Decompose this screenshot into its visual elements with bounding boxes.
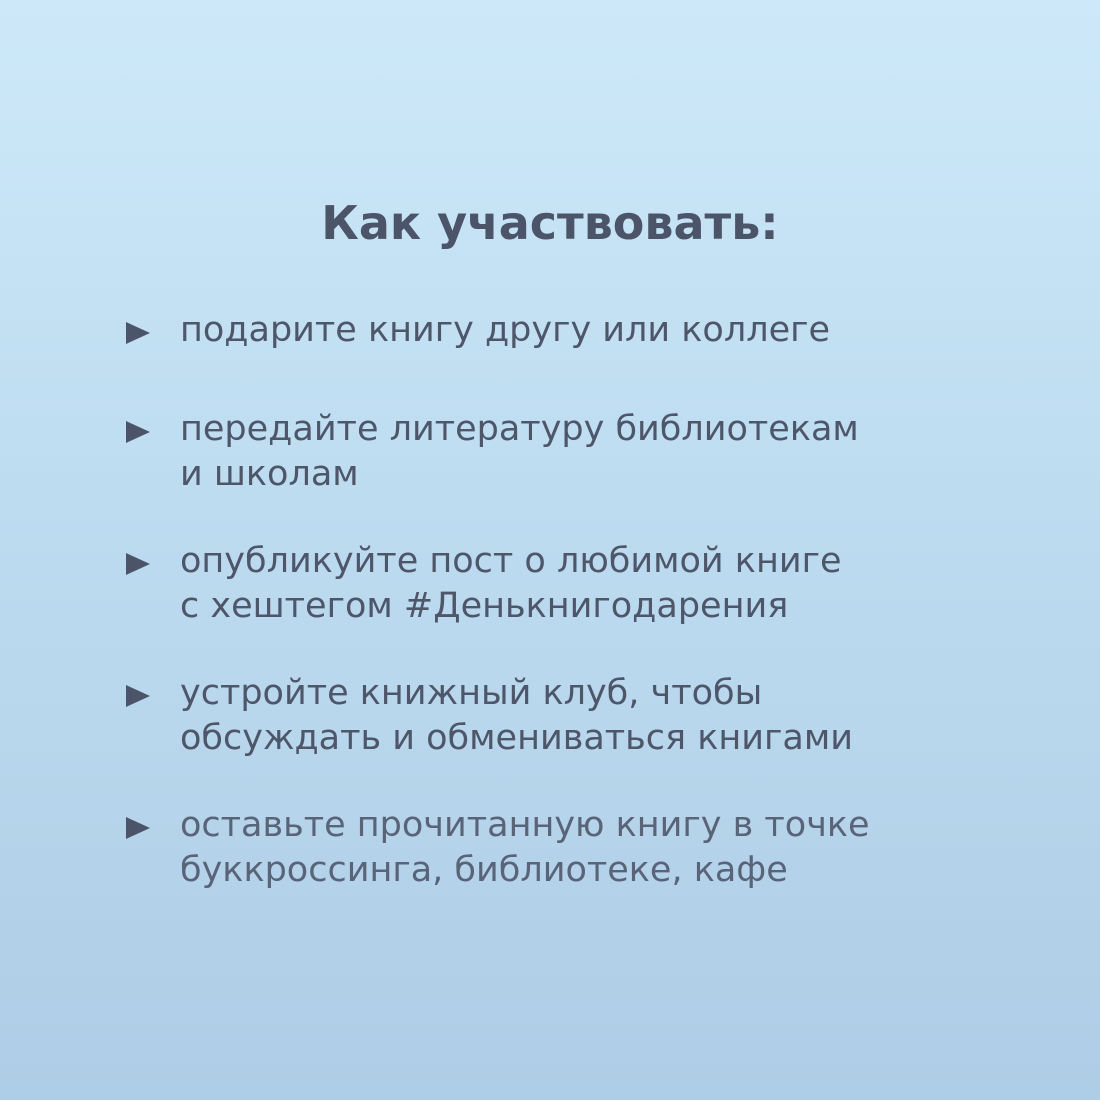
list-item-text: подарите книгу другу или коллеге: [180, 310, 831, 350]
list-item-text: с хештегом #Денькнигодарения: [180, 586, 789, 626]
play-triangle-icon: [126, 322, 150, 344]
list-item-text: обсуждать и обмениваться книгами: [180, 718, 853, 758]
play-triangle-icon: [126, 685, 150, 707]
play-triangle-icon: [126, 817, 150, 839]
list-item-text: устройте книжный клуб, чтобы: [180, 673, 763, 713]
list-item: [122, 539, 1022, 629]
list-item-text: опубликуйте пост о любимой книге: [180, 541, 842, 581]
list-item-text: оставьте прочитанную книгу в точке: [180, 805, 870, 845]
list-item: [122, 407, 1022, 497]
list-item-text: буккроссинга, библиотеке, кафе: [180, 850, 788, 890]
list-item: [122, 308, 1022, 353]
play-triangle-icon: [126, 553, 150, 575]
play-triangle-icon: [126, 421, 150, 443]
page-title: Как участвовать:: [321, 196, 779, 250]
participation-list: [122, 308, 1022, 935]
list-item-text: передайте литературу библиотекам: [180, 409, 859, 449]
list-item-text: и школам: [180, 454, 359, 494]
list-item: [122, 671, 1022, 761]
list-item: [122, 803, 1022, 893]
